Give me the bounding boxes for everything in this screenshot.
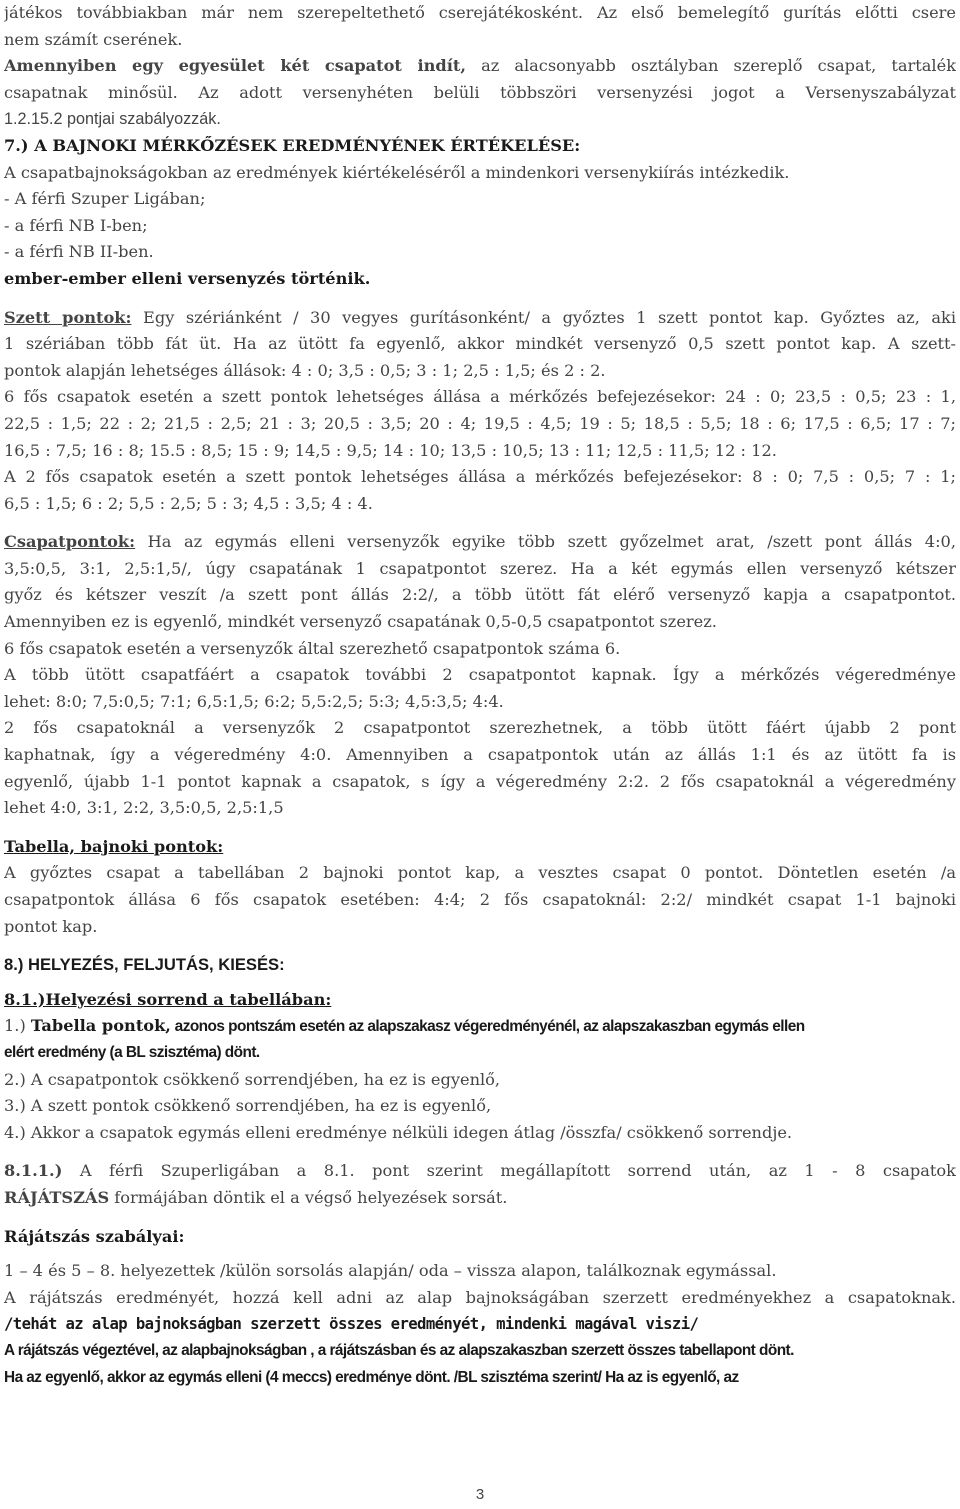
- paragraph-line: A csapatbajnokságokban az eredmények kiértékeléséről a mindenkori versenykiírás intézkedik.: [4, 162, 790, 182]
- bold-text: Tabella pontok,: [30, 1016, 171, 1036]
- paragraph-line: A győztes csapat a tabellában 2 bajnoki pontot kap, a vesztes csapat 0 pontot. Döntetlen esetén /a: [4, 863, 956, 883]
- paragraph-line: lehet: 8:0; 7,5:0,5; 7:1; 6,5:1,5; 6:2; 5,5:2,5; 5:3; 4,5:3,5; 4:4.: [4, 691, 504, 711]
- paragraph-line: 3,5:0,5, 3:1, 2,5:1,5/, úgy csapatának 1 csapatpontot szerez. Ha a két egymás ellen versenyző kétszer: [4, 558, 956, 578]
- paragraph-line: A több ütött csapatfáért a csapatok további 2 csapatpontot kapnak. Így a mérkőzés végeredménye: [4, 665, 956, 685]
- paragraph-line: 22,5 : 1,5; 22 : 2; 21,5 : 2,5; 21 : 3; 20,5 : 3,5; 20 : 4; 19,5 : 4,5; 19 : 5; 18,5 : 5,5; 18 : 6; 17,5 : 6,5; 17 : 7;: [4, 413, 956, 433]
- paragraph-line: Amennyiben ez is egyenlő, mindkét versenyző csapatának 0,5-0,5 csapatpontot szerez.: [4, 612, 717, 632]
- section-number: 7.: [4, 135, 21, 155]
- paragraph-line: 1.2.15.2 pontjai szabályozzák.: [4, 110, 221, 129]
- paragraph-line: pontok alapján lehetséges állások: 4 : 0; 3,5 : 0,5; 3 : 1; 2,5 : 1,5; és 2 : 2.: [4, 360, 606, 380]
- section-7-heading: [4, 133, 956, 160]
- text: A férfi Szuperligában a 8.1. pont szerint megállapított sorrend után, az 1 - 8 csapatok: [62, 1161, 956, 1181]
- paragraph-line: A 2 fős csapatok esetén a szett pontok lehetséges állása a mérkőzés befejezésekor: 8 : 0; 7,5 : 0,5; 7 : 1;: [4, 467, 956, 487]
- rank-rule-2: 2.) A csapatpontok csökkenő sorrendjében, ha ez is egyenlő,: [4, 1069, 501, 1089]
- paragraph-line: [4, 1185, 956, 1212]
- paragraph-line: lehet 4:0, 3:1, 2:2, 3,5:0,5, 2,5:1,5: [4, 798, 284, 818]
- text: Az adott versenyhéten belüli többszöri versenyzési jogot a Versenyszabályzat: [177, 82, 956, 102]
- tabella-heading: Tabella, bajnoki pontok:: [4, 836, 224, 856]
- paragraph-line: 16,5 : 7,5; 16 : 8; 15.5 : 8,5; 15 : 9; 14,5 : 9,5; 14 : 10; 13,5 : 10,5; 13 : 11; 12,5 : 11,5; 12 : 12.: [4, 440, 777, 460]
- paragraph-line: [4, 53, 956, 80]
- paragraph-line: 6 fős csapatok esetén a szett pontok lehetséges állása a mérkőzés befejezésekor: 24 : 0; 23,5 : 0,5; 23 : 1,: [4, 387, 956, 407]
- paragraph-line: 1 – 4 és 5 – 8. helyezettek /külön sorsolás alapján/ oda – vissza alapon, találkoznak egymással.: [4, 1261, 777, 1281]
- paragraph-line: nem számít cserének.: [4, 29, 183, 49]
- text: Ha az egymás elleni versenyzők egyike több szett győzelmet arat, /szett pont állás 4:0,: [135, 532, 956, 552]
- rank-rule-3: 3.) A szett pontok csökkenő sorrendjében, ha ez is egyenlő,: [4, 1096, 492, 1116]
- rule-number: 1.): [4, 1016, 31, 1036]
- text: az alacsonyabb osztályban szereplő csapat, tartalék: [465, 56, 956, 76]
- text: csapatnak minősül.: [4, 82, 178, 102]
- rajatszas-heading: Rájátszás szabályai:: [4, 1226, 185, 1246]
- list-item: - A férfi Szuper Ligában;: [4, 189, 206, 209]
- text: formájában döntik el a végső helyezések sorsát.: [109, 1187, 508, 1207]
- paragraph-line: 2 fős csapatoknál a versenyzők 2 csapatpontot szerezhetnek, a több ütött fáért újabb 2 pont: [4, 718, 956, 738]
- paragraph-line: [4, 529, 956, 556]
- paragraph-line: A rájátszás eredményét, hozzá kell adni az alap bajnokságában szerzett eredményekhez a csapatoknak.: [4, 1287, 956, 1307]
- paragraph-line: győz és kétszer veszít /a szett pont állás 2:2/, a több ütött fát elérő versenyző kapja a csapatpontot.: [4, 585, 956, 605]
- paragraph-line: 6,5 : 1,5; 6 : 2; 5,5 : 2,5; 5 : 3; 4,5 : 3,5; 4 : 4.: [4, 493, 373, 513]
- section-number: 8.1.1.): [4, 1161, 63, 1181]
- document-body: [4, 0, 956, 1391]
- paragraph-line: 6 fős csapatok esetén a versenyzők által szerezhető csapatpontok száma 6.: [4, 638, 621, 658]
- paragraph-line: kaphatnak, így a végeredmény 4:0. Amennyiben a csapatpontok után az állás 1:1 és az ütött fa is: [4, 745, 956, 765]
- rank-rule-1: [4, 1013, 956, 1040]
- rank-rule-4: 4.) Akkor a csapatok egymás elleni eredménye nélküli idegen átlag /összfa/ csökkenő sorrendje.: [4, 1122, 793, 1142]
- narrow-bold-text: azonos pontszám esetén az alapszakasz végeredményénél, az alapszakaszban egymás ellen: [170, 1018, 805, 1036]
- paragraph-line: csapatpontok állása 6 fős csapatok esetében: 4:4; 2 fős csapatoknál: 2:2/ mindkét csapat 1-1 bajnoki: [4, 890, 956, 909]
- paragraph-line: játékos továbbiakban már nem szerepeltethető cserejátékosként. Az első bemelegítő gurítás előtti csere: [4, 3, 956, 22]
- paragraph-line: pontot kap.: [4, 916, 98, 936]
- page-number: 3: [475, 1486, 485, 1503]
- paragraph-line: 1 szériában több fát üt. Ha az ütött fa egyenlő, akkor mindkét versenyző 0,5 szett pontot kap. A szett-: [4, 334, 956, 354]
- paragraph-line: egyenlő, újabb 1-1 pontot kapnak a csapatok, s így a végeredmény 2:2. 2 fős csapatoknál a végeredmény: [4, 771, 956, 791]
- list-item: - a férfi NB I-ben;: [4, 215, 148, 235]
- csapatpontok-heading: Csapatpontok:: [4, 532, 136, 552]
- section-title: ) A BAJNOKI MÉRKŐZÉSEK EREDMÉNYÉNEK ÉRTÉKELÉSE:: [20, 135, 581, 155]
- section-8-heading: 8.) HELYEZÉS, FELJUTÁS, KIESÉS:: [4, 955, 285, 975]
- bold-text: Amennyiben egy egyesület két csapatot indít,: [4, 56, 466, 76]
- bold-text: RÁJÁTSZÁS: [4, 1187, 110, 1207]
- rank-rule-1-cont: elért eredmény (a BL szisztéma) dönt.: [4, 1043, 260, 1061]
- paragraph-line: [4, 80, 956, 107]
- szett-heading: Szett pontok:: [4, 307, 132, 327]
- list-item: - a férfi NB II-ben.: [4, 242, 154, 262]
- paragraph-line: A rájátszás végeztével, az alapbajnokságban , a rájátszásban és az alapszakaszban szerzett összes tabellapont dönt.: [4, 1341, 794, 1359]
- paragraph-line: ember-ember elleni versenyzés történik.: [4, 268, 371, 288]
- paragraph-line: [4, 305, 956, 332]
- section-8-1-heading: 8.1.)Helyezési sorrend a tabellában:: [4, 989, 332, 1009]
- paragraph-line: /tehát az alap bajnokságban szerzett összes eredményét, mindenki magával viszi/: [4, 1315, 699, 1334]
- paragraph-line: [4, 1158, 956, 1185]
- paragraph-line: Ha az egyenlő, akkor az egymás elleni (4 meccs) eredménye dönt. /BL szisztéma szerint/ Ha az is egyenlő, az: [4, 1368, 739, 1386]
- text: Egy szériánként / 30 vegyes gurításonként/ a győztes 1 szett pontot kap. Győztes az, aki: [131, 307, 956, 327]
